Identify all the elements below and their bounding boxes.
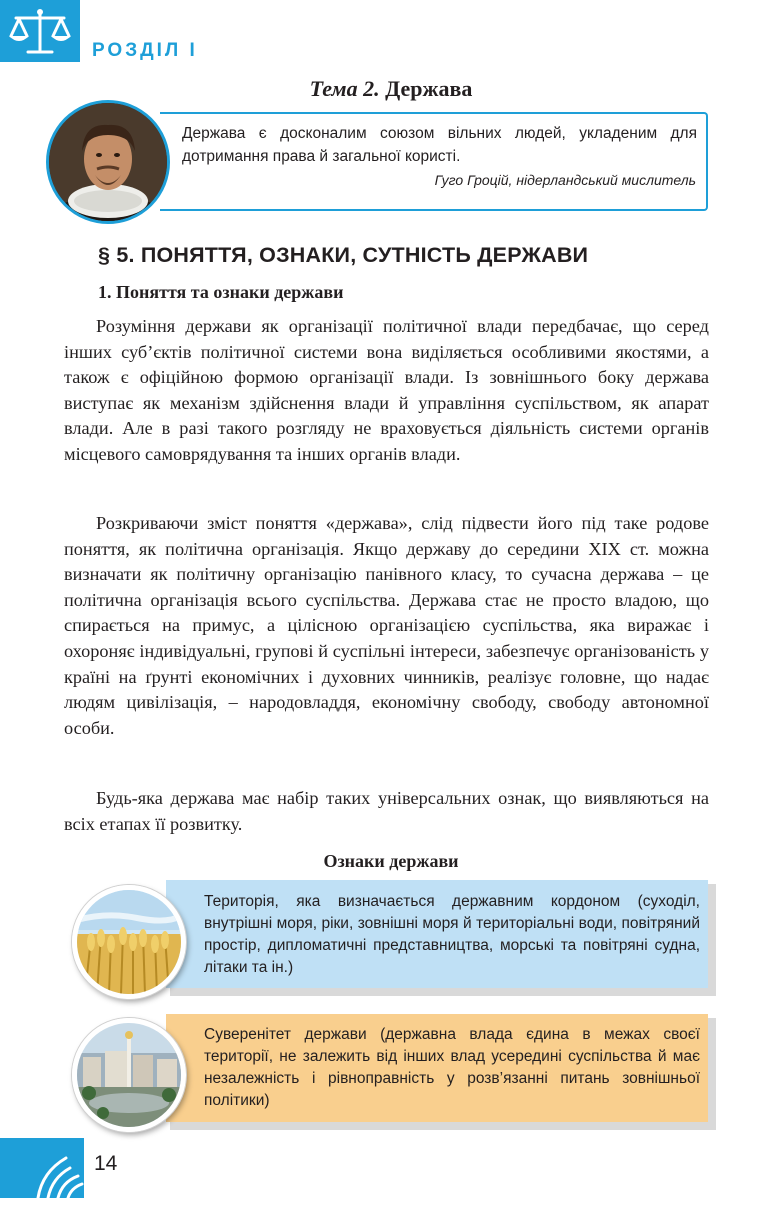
topic-prefix: Тема 2. [309, 76, 380, 101]
section-label: РОЗДІЛ I [92, 40, 198, 61]
body-paragraph: Розкриваючи зміст поняття «держава», слід підвести його під таке родове поняття, як політична організація. Якщо державу до середини XIX ст. можна визначати як політичну організацію панівного класу, то сучасна держава – це політична організація всього суспільства. Держава стає не просто владою, що спирається на примус, а цілісною організацією суспільства, яка виражає і охороняє індивідуальні, групові й суспільні інтереси, забезпечує організованість у країні на ґрунті економічних і духовних чинників, реалізує головне, що надає людям цивілізація, – народовладдя, економічну свободу, свободу автономної особи. [64, 513, 709, 738]
sovereignty-card-text: Суверенітет держави (державна влада єдина в межах своєї території, не залежить від інших влад усередині суспільства й має незалежність і рівноправність у розв’язанні питань зовнішньої політики) [204, 1026, 700, 1109]
scales-of-justice-icon [6, 6, 74, 58]
sub-heading: 1. Поняття та ознаки держави [98, 282, 344, 302]
body-paragraph: Будь-яка держава має набір таких універсальних ознак, що виявляються на всіх етапах її розвитку. [64, 788, 709, 834]
signs-heading: Ознаки держави [323, 851, 459, 871]
page-number: 14 [94, 1152, 118, 1175]
wheat-field-image [72, 885, 186, 999]
topic-title [0, 76, 782, 102]
section-icon-box [0, 0, 80, 62]
quote-text: Держава є досконалим союзом вільних людей, укладеним для дотримання права й загальної користі. [182, 125, 697, 165]
wave-arcs-icon [0, 1138, 84, 1198]
topic-name: Держава [385, 76, 473, 101]
portrait-image [46, 100, 170, 224]
body-paragraph: Розуміння держави як організації політичної влади передбачає, що серед інших суб’єктів політичної системи вона виділяється особливими якостями, а також є офіційною формою організації влади. Із зовнішнього боку держава виступає як механізм здійснення влади й управління суспільством, як апарат влади. Але в разі такого розгляду не враховується діяльність системи органів місцевого самоврядування та інших органів влади. [64, 316, 709, 464]
territory-card-text: Територія, яка визначається державним кордоном (суходіл, внутрішні моря, ріки, зовнішні моря й територіальні води, повітряний простір, дипломатичні представництва, морські та повітряні судна, літаки та ін.) [204, 893, 700, 976]
footer-box [0, 1138, 84, 1198]
quote-author: Гуго Гроцій, нідерландський мислитель [434, 172, 696, 188]
paragraph-heading: § 5. ПОНЯТТЯ, ОЗНАКИ, СУТНІСТЬ ДЕРЖАВИ [98, 243, 589, 267]
city-square-image [72, 1018, 186, 1132]
